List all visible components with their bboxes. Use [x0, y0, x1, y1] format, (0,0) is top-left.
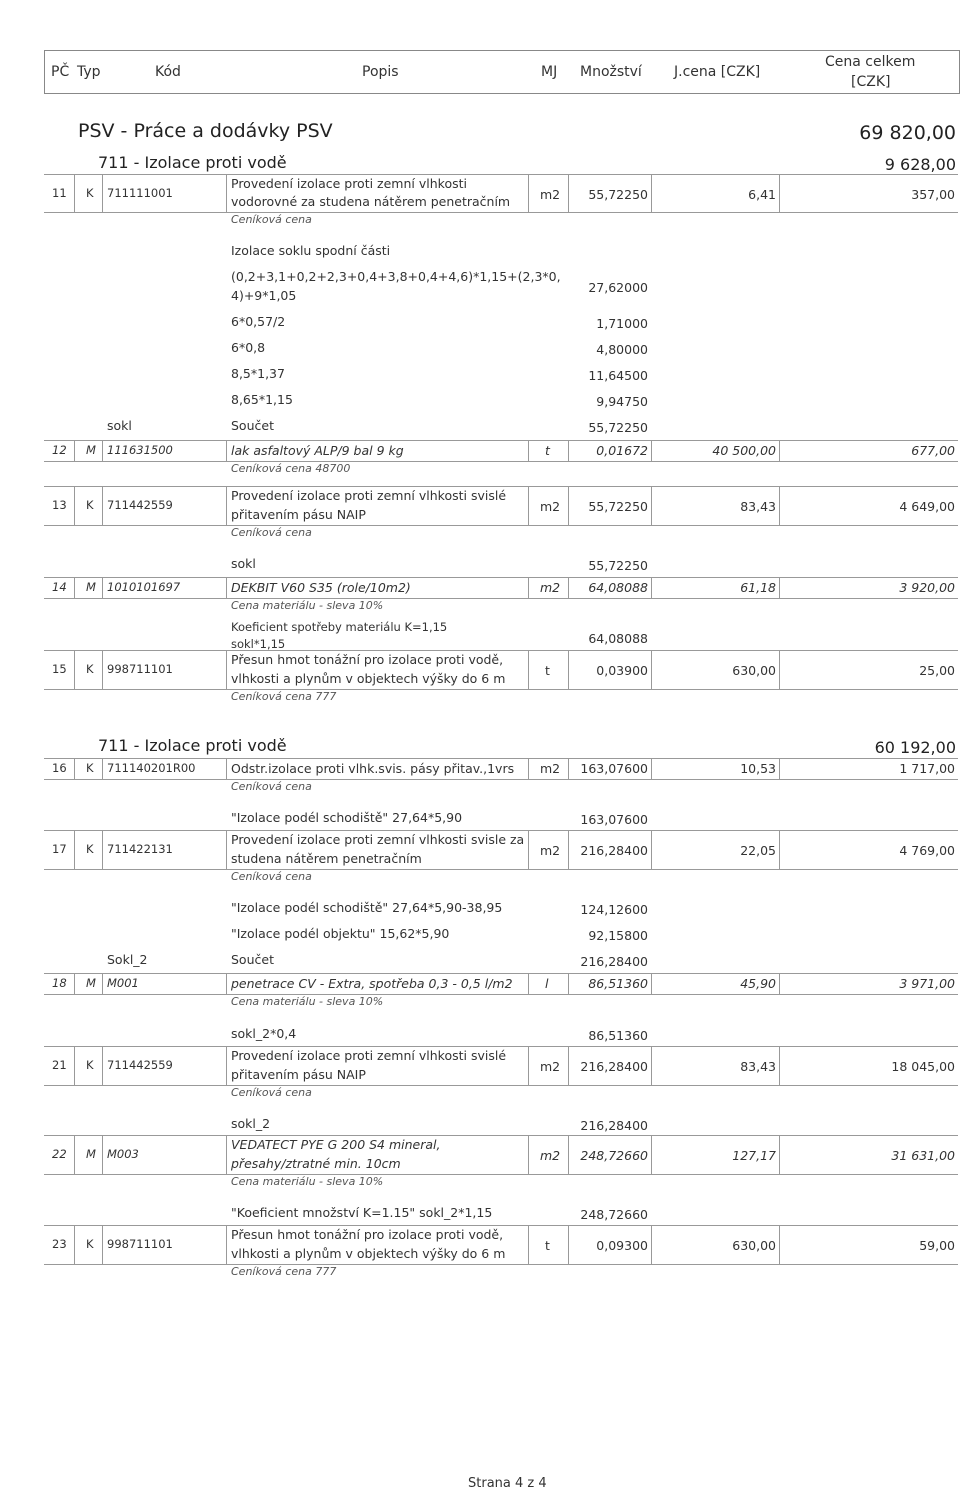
group-title: 711 - Izolace proti vodě [98, 153, 287, 172]
column-divider [651, 650, 652, 689]
item-mj: m2 [540, 761, 561, 776]
calc-expr: 6*0,57/2 [231, 314, 286, 329]
section-title: PSV - Práce a dodávky PSV [78, 120, 333, 142]
column-divider [74, 758, 75, 779]
section-total: 69 820,00 [859, 122, 956, 144]
column-divider [528, 1225, 529, 1264]
item-typ: K [86, 1237, 94, 1251]
item-note: Ceníková cena 777 [231, 1265, 337, 1278]
calc-sum-label: sokl [107, 418, 132, 433]
calc-expr: (0,2+3,1+0,2+2,3+0,4+3,8+0,4+4,6)*1,15+(2,3*0, [231, 269, 561, 284]
calc-sum-text: Součet [231, 952, 274, 967]
item-kod: M001 [107, 976, 139, 990]
header-pc: PČ [51, 64, 70, 80]
item-popis: Provedení izolace proti zemní vlhkosti svislé [231, 488, 507, 503]
column-divider [568, 1135, 569, 1174]
calc-value: 55,72250 [588, 558, 648, 573]
calc-expr: 8,5*1,37 [231, 366, 285, 381]
item-jcena: 83,43 [740, 499, 776, 514]
column-divider [74, 577, 75, 598]
item-popis: DEKBIT V60 S35 (role/10m2) [231, 580, 411, 595]
item-jcena: 630,00 [732, 663, 776, 678]
item-mj: t [545, 1238, 550, 1253]
column-divider [779, 973, 780, 994]
item-mnozstvi: 55,72250 [588, 499, 648, 514]
row-divider [44, 779, 958, 780]
item-pc: 17 [52, 842, 67, 856]
item-jcena: 630,00 [732, 1238, 776, 1253]
row-divider [44, 973, 958, 974]
item-jcena: 22,05 [740, 843, 776, 858]
item-mj: m2 [540, 499, 561, 514]
column-divider [226, 1046, 227, 1085]
item-pc: 21 [52, 1058, 67, 1072]
calc-value: 248,72660 [580, 1207, 648, 1222]
item-pc: 13 [52, 498, 67, 512]
column-divider [102, 440, 103, 461]
calc-value: 216,28400 [580, 1118, 648, 1133]
item-popis: VEDATECT PYE G 200 S4 mineral, [231, 1137, 441, 1152]
row-divider [44, 598, 958, 599]
item-typ: M [86, 1147, 96, 1161]
column-divider [651, 758, 652, 779]
column-divider [568, 486, 569, 525]
header-kod: Kód [155, 64, 181, 80]
item-popis: Přesun hmot tonážní pro izolace proti vodě, [231, 652, 504, 667]
column-divider [102, 650, 103, 689]
item-typ: K [86, 498, 94, 512]
column-divider [226, 758, 227, 779]
item-note: Ceníková cena 777 [231, 690, 337, 703]
item-jcena: 6,41 [748, 187, 776, 202]
item-mj: m2 [540, 843, 561, 858]
row-divider [44, 1174, 958, 1175]
item-jcena: 10,53 [740, 761, 776, 776]
column-divider [528, 486, 529, 525]
row-divider [44, 577, 958, 578]
item-mnozstvi: 55,72250 [588, 187, 648, 202]
row-divider [44, 650, 958, 651]
calc-value: 124,12600 [580, 902, 648, 917]
item-note: Ceníková cena 48700 [231, 462, 351, 475]
item-mnozstvi: 0,01672 [596, 443, 648, 458]
column-divider [102, 973, 103, 994]
item-cena: 357,00 [911, 187, 955, 202]
calc-heading: Izolace soklu spodní části [231, 243, 391, 258]
calc-value: 27,62000 [588, 280, 648, 295]
item-cena: 31 631,00 [891, 1148, 955, 1163]
column-divider [568, 650, 569, 689]
item-cena: 25,00 [919, 663, 955, 678]
row-divider [44, 689, 958, 690]
column-divider [779, 650, 780, 689]
calc-expr: "Izolace podél schodiště" 27,64*5,90 [231, 810, 463, 825]
row-divider [44, 1264, 958, 1265]
row-divider [44, 1046, 958, 1047]
item-popis: penetrace CV - Extra, spotřeba 0,3 - 0,5 l/m2 [231, 976, 513, 991]
calc-value: 9,94750 [596, 394, 648, 409]
column-divider [226, 440, 227, 461]
column-divider [651, 577, 652, 598]
column-divider [568, 758, 569, 779]
column-divider [651, 1135, 652, 1174]
item-jcena: 45,90 [740, 976, 776, 991]
column-divider [102, 174, 103, 212]
column-divider [528, 440, 529, 461]
header-typ: Typ [77, 64, 101, 80]
row-divider [44, 486, 958, 487]
row-divider [44, 212, 958, 213]
item-typ: M [86, 443, 96, 457]
item-kod: 711111001 [107, 186, 173, 200]
item-pc: 16 [52, 761, 67, 775]
item-popis: Provedení izolace proti zemní vlhkosti [231, 176, 467, 191]
column-divider [226, 1225, 227, 1264]
column-divider [102, 758, 103, 779]
calc-expr: 6*0,8 [231, 340, 266, 355]
column-divider [74, 174, 75, 212]
header-cena-unit: [CZK] [851, 74, 891, 90]
item-note: Cena materiálu - sleva 10% [231, 995, 384, 1008]
column-divider [102, 1225, 103, 1264]
header-mj: MJ [541, 64, 558, 80]
column-divider [651, 174, 652, 212]
item-note: Ceníková cena [231, 780, 312, 793]
column-divider [74, 650, 75, 689]
column-divider [568, 1225, 569, 1264]
row-divider [44, 1085, 958, 1086]
column-divider [102, 577, 103, 598]
column-divider [651, 1225, 652, 1264]
item-jcena: 127,17 [732, 1148, 776, 1163]
item-popis: lak asfaltový ALP/9 bal 9 kg [231, 443, 404, 458]
item-mj: t [545, 443, 550, 458]
column-divider [102, 1135, 103, 1174]
column-divider [528, 973, 529, 994]
item-kod: M003 [107, 1147, 139, 1161]
item-cena: 4 649,00 [899, 499, 955, 514]
item-mj: t [545, 663, 550, 678]
item-cena: 1 717,00 [899, 761, 955, 776]
item-typ: M [86, 976, 96, 990]
column-divider [102, 486, 103, 525]
calc-expr: sokl_2 [231, 1116, 271, 1131]
calc-value: 163,07600 [580, 812, 648, 827]
item-typ: K [86, 1058, 94, 1072]
column-divider [528, 758, 529, 779]
item-note: Ceníková cena [231, 870, 312, 883]
item-popis: přesahy/ztratné min. 10cm [231, 1156, 401, 1171]
item-typ: K [86, 842, 94, 856]
item-mj: m2 [540, 1059, 561, 1074]
column-divider [779, 1046, 780, 1085]
calc-sum-label: Sokl_2 [107, 952, 148, 967]
item-popis: Odstr.izolace proti vlhk.svis. pásy přitav.,1vrs [231, 761, 515, 776]
calc-value: 4,80000 [596, 342, 648, 357]
column-divider [528, 174, 529, 212]
item-mj: m2 [540, 1148, 561, 1163]
column-divider [528, 1135, 529, 1174]
column-divider [779, 830, 780, 869]
item-mnozstvi: 0,03900 [596, 663, 648, 678]
row-divider [44, 461, 958, 462]
header-mnozstvi: Množství [580, 64, 642, 80]
item-popis: přitavením pásu NAIP [231, 507, 366, 522]
column-divider [651, 830, 652, 869]
calc-value: 64,08088 [588, 631, 648, 646]
column-divider [226, 486, 227, 525]
item-cena: 18 045,00 [891, 1059, 955, 1074]
calc-expr: "Izolace podél objektu" 15,62*5,90 [231, 926, 450, 941]
column-divider [568, 440, 569, 461]
calc-value: 11,64500 [588, 368, 648, 383]
row-divider [44, 1225, 958, 1226]
item-mnozstvi: 216,28400 [580, 1059, 648, 1074]
item-typ: K [86, 662, 94, 676]
column-divider [568, 973, 569, 994]
calc-expr: "Izolace podél schodiště" 27,64*5,90-38,95 [231, 900, 503, 915]
item-popis: Provedení izolace proti zemní vlhkosti svislé [231, 1048, 507, 1063]
row-divider [44, 994, 958, 995]
column-divider [74, 440, 75, 461]
column-divider [226, 830, 227, 869]
column-divider [568, 830, 569, 869]
column-divider [74, 973, 75, 994]
item-cena: 59,00 [919, 1238, 955, 1253]
item-jcena: 61,18 [740, 580, 776, 595]
calc-expr: "Koeficient množství K=1.15" sokl_2*1,15 [231, 1205, 493, 1220]
calc-value: 92,15800 [588, 928, 648, 943]
item-cena: 3 920,00 [899, 580, 955, 595]
column-divider [102, 1046, 103, 1085]
column-divider [528, 577, 529, 598]
item-popis: Přesun hmot tonážní pro izolace proti vodě, [231, 1227, 504, 1242]
column-divider [74, 1046, 75, 1085]
item-mnozstvi: 216,28400 [580, 843, 648, 858]
column-divider [568, 577, 569, 598]
calc-expr: sokl*1,15 [231, 637, 286, 651]
item-cena: 3 971,00 [899, 976, 955, 991]
column-divider [779, 758, 780, 779]
item-note: Ceníková cena [231, 1086, 312, 1099]
item-kod: 1010101697 [107, 580, 181, 594]
item-cena: 677,00 [911, 443, 955, 458]
calc-value: 86,51360 [588, 1028, 648, 1043]
item-mnozstvi: 0,09300 [596, 1238, 648, 1253]
item-popis: vodorovné za studena nátěrem penetračním [231, 194, 511, 209]
column-divider [779, 486, 780, 525]
item-cena: 4 769,00 [899, 843, 955, 858]
calc-expr: Koeficient spotřeby materiálu K=1,15 [231, 620, 448, 634]
calc-expr: 4)+9*1,05 [231, 288, 297, 303]
column-divider [528, 830, 529, 869]
item-note: Ceníková cena [231, 213, 312, 226]
item-kod: 998711101 [107, 662, 173, 676]
column-divider [651, 1046, 652, 1085]
column-divider [102, 830, 103, 869]
column-divider [779, 174, 780, 212]
item-mnozstvi: 248,72660 [580, 1148, 648, 1163]
calc-sum-value: 55,72250 [588, 420, 648, 435]
item-mj: m2 [540, 187, 561, 202]
item-mnozstvi: 64,08088 [588, 580, 648, 595]
column-divider [779, 440, 780, 461]
item-mj: l [545, 976, 549, 991]
column-divider [74, 486, 75, 525]
item-kod: 998711101 [107, 1237, 173, 1251]
item-mnozstvi: 163,07600 [580, 761, 648, 776]
item-popis: Provedení izolace proti zemní vlhkosti svisle za [231, 832, 525, 847]
column-divider [226, 650, 227, 689]
item-popis: přitavením pásu NAIP [231, 1067, 366, 1082]
column-divider [779, 1225, 780, 1264]
header-popis: Popis [362, 64, 399, 80]
item-popis: vlhkosti a plynům v objektech výšky do 6 m [231, 1246, 506, 1261]
item-pc: 18 [52, 976, 67, 990]
column-divider [651, 486, 652, 525]
row-divider [44, 1135, 958, 1136]
row-divider [44, 440, 958, 441]
item-kod: 711140201R00 [107, 761, 196, 775]
item-popis: vlhkosti a plynům v objektech výšky do 6 m [231, 671, 506, 686]
item-note: Ceníková cena [231, 526, 312, 539]
item-note: Cena materiálu - sleva 10% [231, 599, 384, 612]
column-divider [226, 577, 227, 598]
column-divider [226, 174, 227, 212]
column-divider [528, 1046, 529, 1085]
item-mnozstvi: 86,51360 [588, 976, 648, 991]
item-jcena: 40 500,00 [712, 443, 776, 458]
column-divider [651, 973, 652, 994]
table-header [44, 50, 960, 94]
calc-value: 1,71000 [596, 316, 648, 331]
item-kod: 711442559 [107, 498, 173, 512]
item-typ: K [86, 761, 94, 775]
group-title: 711 - Izolace proti vodě [98, 736, 287, 755]
item-typ: M [86, 580, 96, 594]
column-divider [74, 1225, 75, 1264]
row-divider [44, 174, 958, 175]
item-typ: K [86, 186, 94, 200]
group-total: 60 192,00 [874, 738, 956, 757]
row-divider [44, 869, 958, 870]
item-pc: 12 [52, 443, 67, 457]
column-divider [779, 577, 780, 598]
column-divider [74, 830, 75, 869]
item-pc: 15 [52, 662, 67, 676]
column-divider [568, 1046, 569, 1085]
item-jcena: 83,43 [740, 1059, 776, 1074]
item-pc: 23 [52, 1237, 67, 1251]
calc-expr: sokl_2*0,4 [231, 1026, 297, 1041]
header-jcena: J.cena [CZK] [674, 64, 761, 80]
row-divider [44, 830, 958, 831]
column-divider [528, 650, 529, 689]
header-cena-celkem: Cena celkem [825, 54, 916, 70]
calc-sum-value: 216,28400 [580, 954, 648, 969]
calc-sum-text: Součet [231, 418, 274, 433]
calc-expr: 8,65*1,15 [231, 392, 293, 407]
column-divider [568, 174, 569, 212]
item-note: Cena materiálu - sleva 10% [231, 1175, 384, 1188]
item-kod: 711442559 [107, 1058, 173, 1072]
item-pc: 11 [52, 186, 67, 200]
column-divider [74, 1135, 75, 1174]
item-popis: studena nátěrem penetračním [231, 851, 422, 866]
item-mj: m2 [540, 580, 561, 595]
row-divider [44, 758, 958, 759]
item-kod: 111631500 [107, 443, 173, 457]
row-divider [44, 525, 958, 526]
column-divider [651, 440, 652, 461]
column-divider [226, 973, 227, 994]
item-kod: 711422131 [107, 842, 173, 856]
calc-expr: sokl [231, 556, 256, 571]
column-divider [779, 1135, 780, 1174]
item-pc: 14 [52, 580, 67, 594]
page-number: Strana 4 z 4 [468, 1476, 547, 1491]
group-total: 9 628,00 [884, 155, 956, 174]
column-divider [226, 1135, 227, 1174]
item-pc: 22 [52, 1147, 67, 1161]
